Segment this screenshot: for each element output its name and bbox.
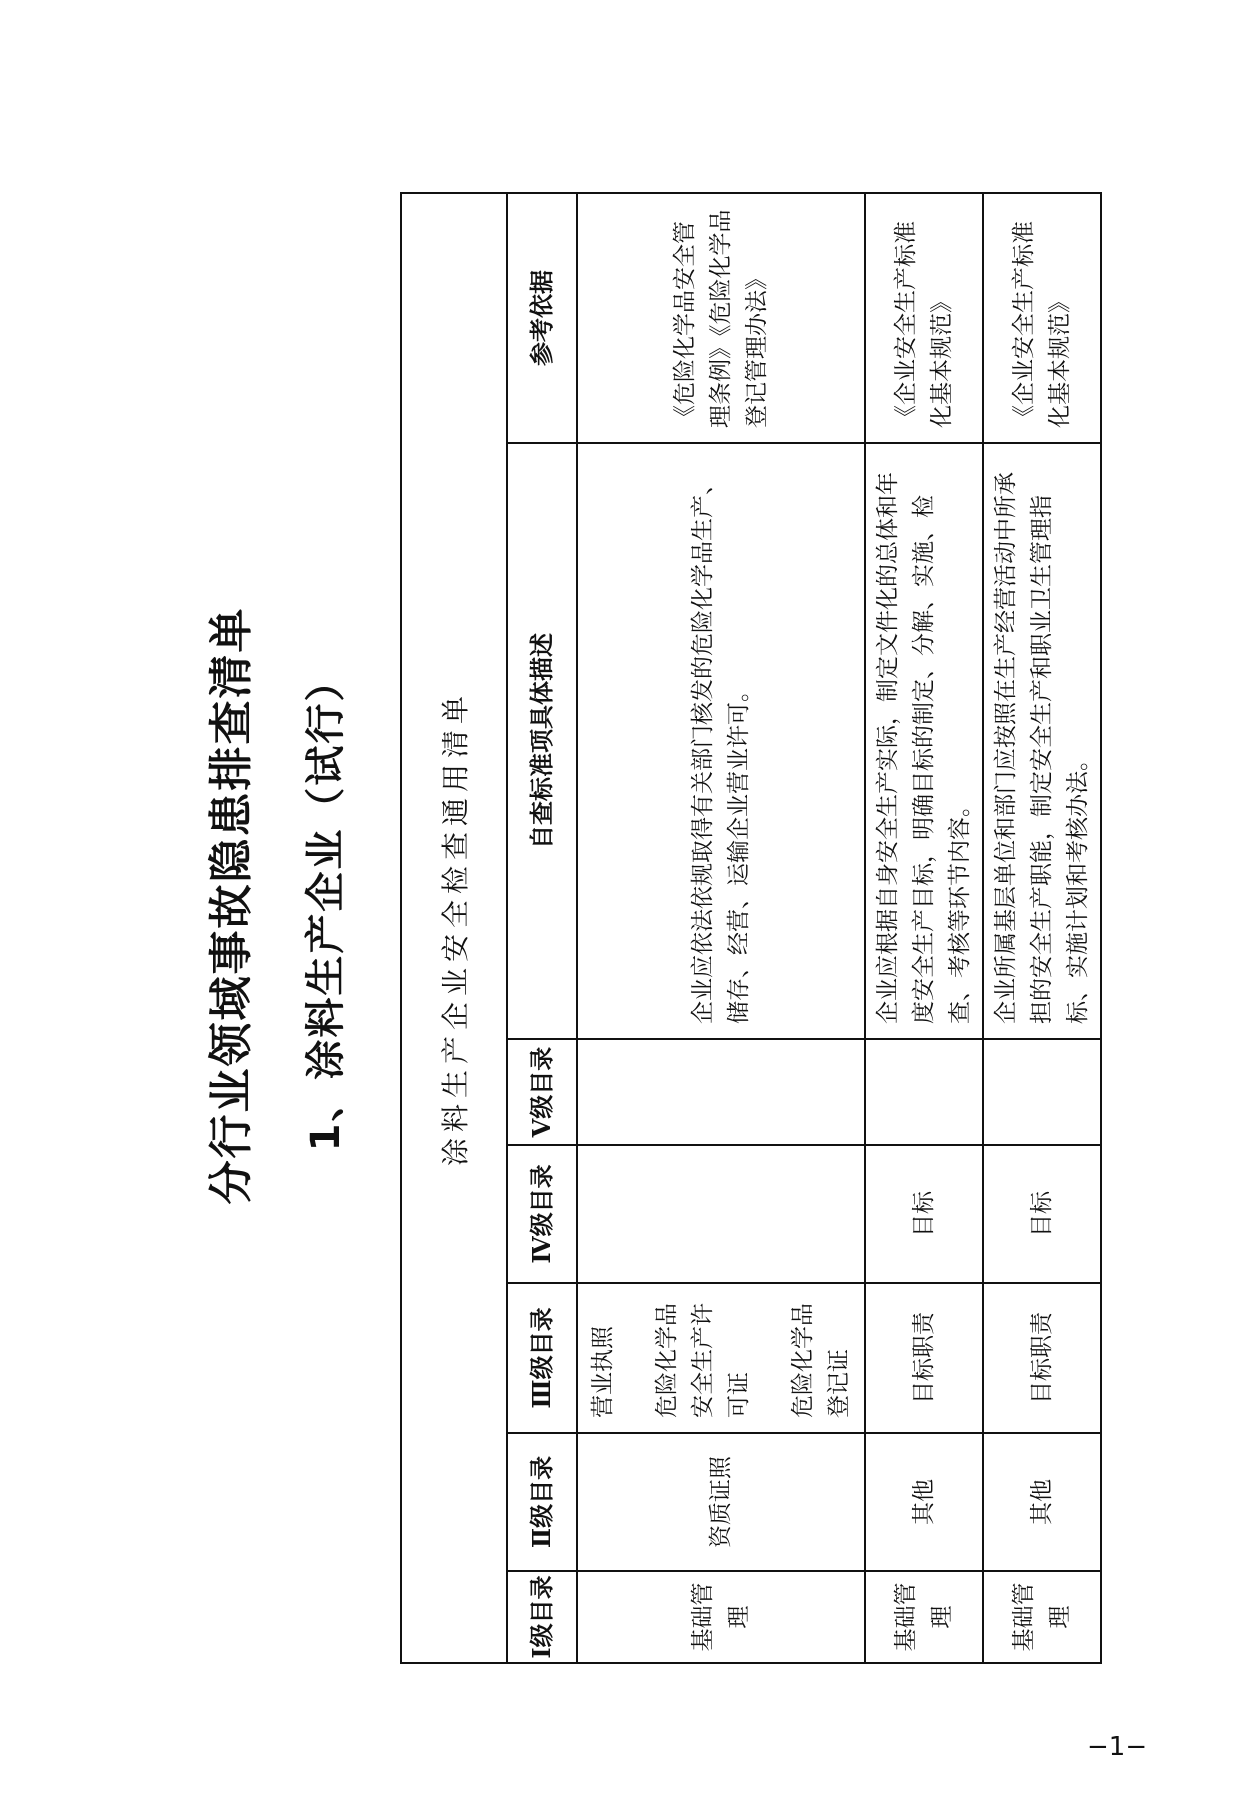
header-desc: 自查标准项具体描述: [507, 443, 577, 1039]
table-row: [865, 193, 983, 1663]
row1-desc: 企业应依法依规取得有关部门核发的危险化学品生产、储存、经营、运输企业营业许可。: [577, 443, 865, 1039]
row2-l4: 目标: [865, 1145, 983, 1283]
header-l3: Ⅲ级目录: [507, 1283, 577, 1433]
row1-l3-item: 危险化学品安全生产许可证: [654, 1303, 752, 1418]
row1-l5: [577, 1039, 865, 1145]
checklist-table: [400, 192, 1102, 1664]
checklist-table-wrapper: [400, 194, 1091, 1664]
row3-l1: 基础管理: [983, 1571, 1101, 1663]
row3-l3: 目标职责: [983, 1283, 1101, 1433]
row1-l3-item: 危险化学品登记证: [790, 1303, 852, 1418]
row3-l4: 目标: [983, 1145, 1101, 1283]
row3-desc: 企业所属基层单位和部门应按照在生产经营活动中所承担的安全生产职能，制定安全生产和职业卫生管理指标、实施计划和考核办法。: [983, 443, 1101, 1039]
row1-l3-item: 营业执照: [590, 1326, 616, 1418]
row3-l5: [983, 1039, 1101, 1145]
table-row: [577, 193, 865, 1663]
table-row: [983, 193, 1101, 1663]
header-l5: Ⅴ级目录: [507, 1039, 577, 1145]
table-header-row: [507, 193, 577, 1663]
row2-l1: 基础管理: [865, 1571, 983, 1663]
row2-basis: 《企业安全生产标准化基本规范》: [865, 193, 983, 443]
header-l2: Ⅱ级目录: [507, 1433, 577, 1571]
page-number: −1−: [1087, 1732, 1148, 1762]
row1-l3: [577, 1283, 865, 1433]
page-title: 分行业领域事故隐患排查清单: [206, 606, 257, 1205]
row2-l2: 其他: [865, 1433, 983, 1571]
row1-l2: 资质证照: [577, 1433, 865, 1571]
header-basis: 参考依据: [507, 193, 577, 443]
header-l4: Ⅳ级目录: [507, 1145, 577, 1283]
row2-l3: 目标职责: [865, 1283, 983, 1433]
row1-l1: 基础管理: [577, 1571, 865, 1663]
page-subtitle: 1、涂料生产企业（试行）: [303, 659, 349, 1152]
row1-l4: [577, 1145, 865, 1283]
row1-basis: 《危险化学品安全管理条例》《危险化学品登记管理办法》: [577, 193, 865, 443]
row3-basis: 《企业安全生产标准化基本规范》: [983, 193, 1101, 443]
row3-l2: 其他: [983, 1433, 1101, 1571]
table-caption: 涂料生产企业安全检查通用清单: [401, 193, 507, 1663]
header-l1: Ⅰ级目录: [507, 1571, 577, 1663]
row2-l5: [865, 1039, 983, 1145]
row2-desc: 企业应根据自身安全生产实际，制定文件化的总体和年度安全生产目标，明确目标的制定、分解、实施、检查、考核等环节内容。: [865, 443, 983, 1039]
